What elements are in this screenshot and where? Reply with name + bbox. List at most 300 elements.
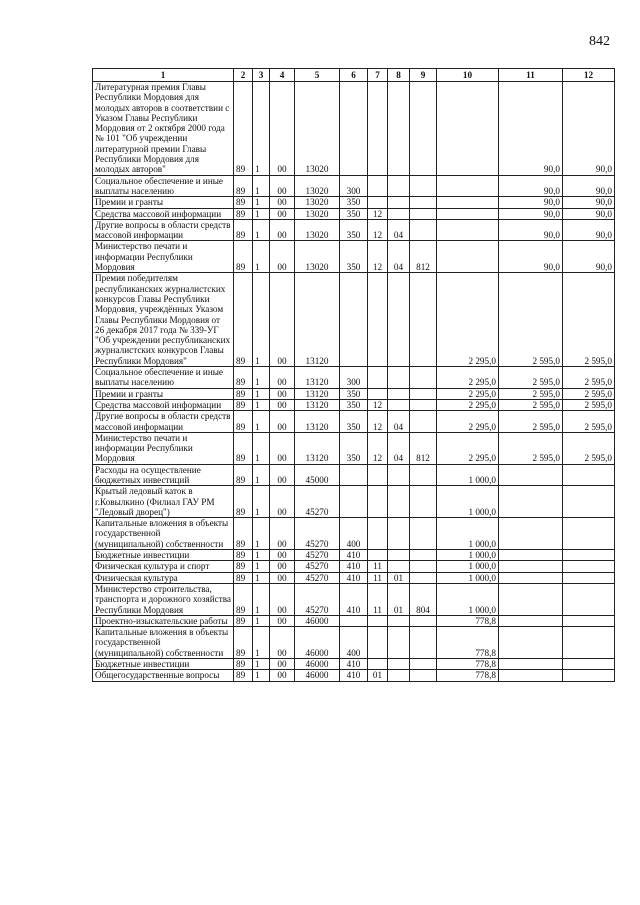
column-header: 12 [563,69,615,82]
row-name: Социальное обеспечение и иные выплаты населению [93,367,234,389]
cell-amount: 2 295,0 [437,432,499,464]
cell-code [410,411,437,433]
table-row [93,175,615,197]
cell-code: 89 [234,659,253,670]
cell-code [388,367,410,389]
cell-code: 00 [270,518,295,550]
cell-code: 04 [388,241,410,273]
cell-amount: 1 000,0 [437,583,499,615]
cell-code: 300 [340,367,368,389]
cell-code [388,464,410,486]
cell-code [340,273,368,367]
cell-code: 45270 [295,518,340,550]
cell-code [410,615,437,626]
cell-amount [563,464,615,486]
cell-code: 1 [253,659,270,670]
cell-amount [563,670,615,681]
cell-amount: 2 595,0 [499,411,563,433]
cell-amount [437,175,499,197]
cell-code: 13120 [295,388,340,399]
cell-amount [437,241,499,273]
cell-amount: 90,0 [499,219,563,241]
cell-code: 00 [270,432,295,464]
cell-code [368,615,388,626]
table-row [93,388,615,399]
cell-amount [499,561,563,572]
table-row [93,399,615,410]
table-row [93,561,615,572]
cell-amount [437,219,499,241]
cell-code: 350 [340,208,368,219]
cell-code: 12 [368,241,388,273]
cell-code [388,82,410,176]
cell-code: 89 [234,197,253,208]
cell-code: 13020 [295,197,340,208]
cell-amount [563,486,615,518]
cell-amount: 90,0 [499,241,563,273]
cell-code: 00 [270,583,295,615]
cell-code: 11 [368,561,388,572]
cell-amount: 1 000,0 [437,561,499,572]
cell-amount [563,627,615,659]
cell-code: 89 [234,367,253,389]
cell-amount: 1 000,0 [437,518,499,550]
cell-code: 89 [234,175,253,197]
cell-amount [499,464,563,486]
cell-amount: 90,0 [499,175,563,197]
cell-code [410,464,437,486]
cell-code: 89 [234,411,253,433]
column-header: 3 [253,69,270,82]
cell-amount [563,659,615,670]
cell-code: 89 [234,572,253,583]
cell-code: 00 [270,208,295,219]
row-name: Министерство печати и информации Республики Мордовия [93,241,234,273]
cell-code: 350 [340,219,368,241]
row-name: Премия победителям республиканских журналистских конкурсов Главы Республики Мордовия, учреждённых Указом Главы Республики Мордовия от 26 декабря 2017 года № 339-УГ "Об учреждении республиканских журналистских конкурсов Главы Республики Мордовия" [93,273,234,367]
row-name: Другие вопросы в области средств массовой информации [93,219,234,241]
cell-code: 1 [253,583,270,615]
cell-amount: 1 000,0 [437,550,499,561]
cell-code: 12 [368,399,388,410]
cell-code [388,518,410,550]
cell-code: 1 [253,273,270,367]
cell-code: 804 [410,583,437,615]
table-row [93,219,615,241]
cell-code: 350 [340,411,368,433]
cell-code [388,615,410,626]
cell-amount: 2 295,0 [437,273,499,367]
cell-code [410,219,437,241]
cell-code: 1 [253,464,270,486]
row-name: Физическая культура и спорт [93,561,234,572]
cell-code: 46000 [295,615,340,626]
cell-code: 12 [368,208,388,219]
cell-code: 04 [388,219,410,241]
table-row [93,583,615,615]
cell-code [368,175,388,197]
cell-code: 00 [270,241,295,273]
cell-code: 00 [270,82,295,176]
cell-code: 350 [340,388,368,399]
column-header: 5 [295,69,340,82]
cell-code: 00 [270,367,295,389]
cell-amount: 1 000,0 [437,464,499,486]
cell-code: 350 [340,432,368,464]
cell-amount: 2 595,0 [563,399,615,410]
cell-code: 812 [410,432,437,464]
cell-amount [437,197,499,208]
table-row [93,659,615,670]
row-name: Проектно-изыскательские работы [93,615,234,626]
cell-code: 46000 [295,670,340,681]
column-header: 6 [340,69,368,82]
row-name: Крытый ледовый каток в г.Ковылкино (Филиал ГАУ РМ "Ледовый дворец") [93,486,234,518]
cell-code [410,486,437,518]
row-name: Физическая культура [93,572,234,583]
cell-code: 13120 [295,411,340,433]
cell-code: 1 [253,399,270,410]
table-row [93,197,615,208]
cell-amount [499,486,563,518]
cell-amount: 778,8 [437,615,499,626]
cell-code: 89 [234,219,253,241]
cell-amount: 2 595,0 [499,367,563,389]
cell-code [388,399,410,410]
cell-code: 00 [270,572,295,583]
cell-code: 13020 [295,219,340,241]
cell-code [388,659,410,670]
cell-code: 1 [253,175,270,197]
cell-amount [563,583,615,615]
cell-code: 89 [234,432,253,464]
cell-amount [563,572,615,583]
cell-amount [437,82,499,176]
cell-amount: 90,0 [499,197,563,208]
cell-code [410,399,437,410]
cell-amount: 2 595,0 [563,273,615,367]
cell-code: 45270 [295,572,340,583]
cell-code: 00 [270,399,295,410]
cell-code: 89 [234,273,253,367]
cell-code: 350 [340,197,368,208]
cell-amount [499,627,563,659]
cell-code [388,197,410,208]
row-name: Министерство строительства, транспорта и дорожного хозяйства Республики Мордовия [93,583,234,615]
table-row [93,615,615,626]
cell-amount [499,550,563,561]
row-name: Другие вопросы в области средств массовой информации [93,411,234,433]
cell-code: 00 [270,197,295,208]
cell-amount: 2 595,0 [499,399,563,410]
cell-code [388,550,410,561]
cell-code [410,208,437,219]
cell-code: 13120 [295,399,340,410]
cell-amount: 2 595,0 [563,411,615,433]
table-row [93,411,615,433]
row-name: Премии и гранты [93,388,234,399]
cell-amount: 2 595,0 [563,367,615,389]
cell-code [410,627,437,659]
cell-amount [437,208,499,219]
cell-code [410,175,437,197]
cell-code: 89 [234,615,253,626]
table-row [93,367,615,389]
cell-code: 13120 [295,273,340,367]
cell-code [410,388,437,399]
cell-code: 812 [410,241,437,273]
cell-code: 01 [388,572,410,583]
cell-code [388,388,410,399]
table-row [93,670,615,681]
cell-code: 410 [340,572,368,583]
cell-amount: 1 000,0 [437,486,499,518]
cell-code [388,627,410,659]
cell-amount [563,518,615,550]
cell-code [340,82,368,176]
cell-code: 300 [340,175,368,197]
cell-code: 13020 [295,208,340,219]
cell-code [410,550,437,561]
cell-code [368,388,388,399]
cell-code: 1 [253,411,270,433]
cell-code [388,175,410,197]
cell-code [340,615,368,626]
cell-code [410,273,437,367]
cell-code: 410 [340,550,368,561]
row-name: Капитальные вложения в объекты государственной (муниципальной) собственности [93,518,234,550]
cell-code [410,518,437,550]
row-name: Премии и гранты [93,197,234,208]
cell-amount: 90,0 [563,175,615,197]
table-row [93,486,615,518]
cell-code [368,273,388,367]
cell-code: 13120 [295,432,340,464]
cell-code: 410 [340,583,368,615]
cell-code: 410 [340,659,368,670]
cell-code: 350 [340,399,368,410]
cell-code: 45270 [295,561,340,572]
cell-code: 1 [253,518,270,550]
cell-code: 04 [388,411,410,433]
cell-code: 1 [253,82,270,176]
cell-code: 89 [234,550,253,561]
row-name: Капитальные вложения в объекты государственной (муниципальной) собственности [93,627,234,659]
row-name: Расходы на осуществление бюджетных инвестиций [93,464,234,486]
cell-code: 89 [234,208,253,219]
budget-table [92,68,615,682]
cell-amount: 2 595,0 [563,388,615,399]
cell-amount: 2 595,0 [499,432,563,464]
cell-code: 45270 [295,583,340,615]
table-row [93,273,615,367]
table-row [93,208,615,219]
cell-code: 00 [270,273,295,367]
cell-code [368,464,388,486]
table-row [93,82,615,176]
cell-amount: 90,0 [563,208,615,219]
cell-code: 00 [270,561,295,572]
cell-amount: 2 295,0 [437,388,499,399]
cell-code: 00 [270,486,295,518]
cell-code: 89 [234,388,253,399]
cell-code: 1 [253,197,270,208]
row-name: Литературная премия Главы Республики Мордовия для молодых авторов в соответствии с Указом Главы Республики Мордовия от 2 октября 2000 года № 101 "Об учреждении литературной премии Главы Республики Мордовия для молодых авторов" [93,82,234,176]
cell-code: 89 [234,486,253,518]
table-row [93,241,615,273]
cell-code [410,572,437,583]
cell-amount: 2 595,0 [563,432,615,464]
cell-code: 1 [253,572,270,583]
cell-amount [499,518,563,550]
cell-amount: 90,0 [563,197,615,208]
table-header-row [93,69,615,82]
cell-code [388,486,410,518]
table-body [93,82,615,682]
cell-code: 1 [253,388,270,399]
cell-amount [563,561,615,572]
cell-code [410,670,437,681]
table-row [93,627,615,659]
cell-amount: 2 295,0 [437,399,499,410]
cell-code: 11 [368,583,388,615]
cell-code: 00 [270,411,295,433]
row-name: Социальное обеспечение и иные выплаты населению [93,175,234,197]
cell-amount: 778,8 [437,659,499,670]
cell-code: 00 [270,627,295,659]
cell-code [388,561,410,572]
cell-code: 00 [270,175,295,197]
cell-code [368,659,388,670]
cell-amount: 90,0 [563,82,615,176]
cell-code [410,367,437,389]
cell-code: 12 [368,432,388,464]
row-name: Бюджетные инвестиции [93,659,234,670]
cell-code: 00 [270,670,295,681]
cell-code [410,659,437,670]
column-header: 4 [270,69,295,82]
cell-code [340,464,368,486]
cell-code: 12 [368,219,388,241]
cell-code: 89 [234,561,253,572]
column-header: 9 [410,69,437,82]
cell-code: 13120 [295,367,340,389]
cell-code: 1 [253,670,270,681]
cell-code: 1 [253,561,270,572]
cell-amount: 90,0 [563,219,615,241]
cell-code: 89 [234,670,253,681]
cell-code: 13020 [295,175,340,197]
table-row [93,518,615,550]
cell-code [368,82,388,176]
cell-amount: 90,0 [499,82,563,176]
cell-code: 00 [270,550,295,561]
table-row [93,572,615,583]
cell-code: 89 [234,518,253,550]
cell-code: 00 [270,615,295,626]
cell-amount [499,583,563,615]
cell-code: 89 [234,583,253,615]
row-name: Бюджетные инвестиции [93,550,234,561]
cell-code: 00 [270,219,295,241]
cell-code [368,627,388,659]
cell-amount [499,670,563,681]
table-row [93,432,615,464]
cell-code: 410 [340,561,368,572]
cell-code [388,670,410,681]
cell-amount: 778,8 [437,670,499,681]
column-header: 7 [368,69,388,82]
cell-code: 400 [340,627,368,659]
cell-amount: 1 000,0 [437,572,499,583]
column-header: 1 [93,69,234,82]
cell-code: 11 [368,572,388,583]
cell-code [388,208,410,219]
cell-code: 1 [253,486,270,518]
cell-code: 1 [253,241,270,273]
cell-code [340,486,368,518]
cell-amount [499,615,563,626]
cell-code: 00 [270,388,295,399]
cell-code [410,82,437,176]
cell-code [368,197,388,208]
cell-amount [563,550,615,561]
cell-amount [563,615,615,626]
cell-code [368,367,388,389]
table-row [93,464,615,486]
column-header: 10 [437,69,499,82]
cell-code: 350 [340,241,368,273]
column-header: 11 [499,69,563,82]
cell-code: 45270 [295,550,340,561]
cell-code: 89 [234,241,253,273]
cell-code: 89 [234,627,253,659]
cell-code: 00 [270,659,295,670]
cell-code: 1 [253,208,270,219]
cell-code [388,273,410,367]
column-header: 2 [234,69,253,82]
cell-code: 1 [253,615,270,626]
cell-amount: 90,0 [563,241,615,273]
cell-code: 1 [253,432,270,464]
cell-code: 400 [340,518,368,550]
cell-amount [499,659,563,670]
cell-amount: 2 595,0 [499,273,563,367]
page-number: 842 [589,34,610,49]
cell-amount: 2 295,0 [437,411,499,433]
cell-code [368,518,388,550]
cell-code [410,197,437,208]
cell-amount: 2 595,0 [499,388,563,399]
cell-code: 1 [253,550,270,561]
cell-code: 04 [388,432,410,464]
cell-amount: 778,8 [437,627,499,659]
cell-code: 89 [234,82,253,176]
row-name: Общегосударственные вопросы [93,670,234,681]
cell-code: 45000 [295,464,340,486]
cell-code: 00 [270,464,295,486]
cell-code: 1 [253,367,270,389]
cell-amount: 90,0 [499,208,563,219]
cell-code [410,561,437,572]
cell-code: 410 [340,670,368,681]
cell-code: 46000 [295,659,340,670]
table-row [93,550,615,561]
cell-code: 01 [388,583,410,615]
cell-amount: 2 295,0 [437,367,499,389]
cell-amount [499,572,563,583]
cell-code: 12 [368,411,388,433]
